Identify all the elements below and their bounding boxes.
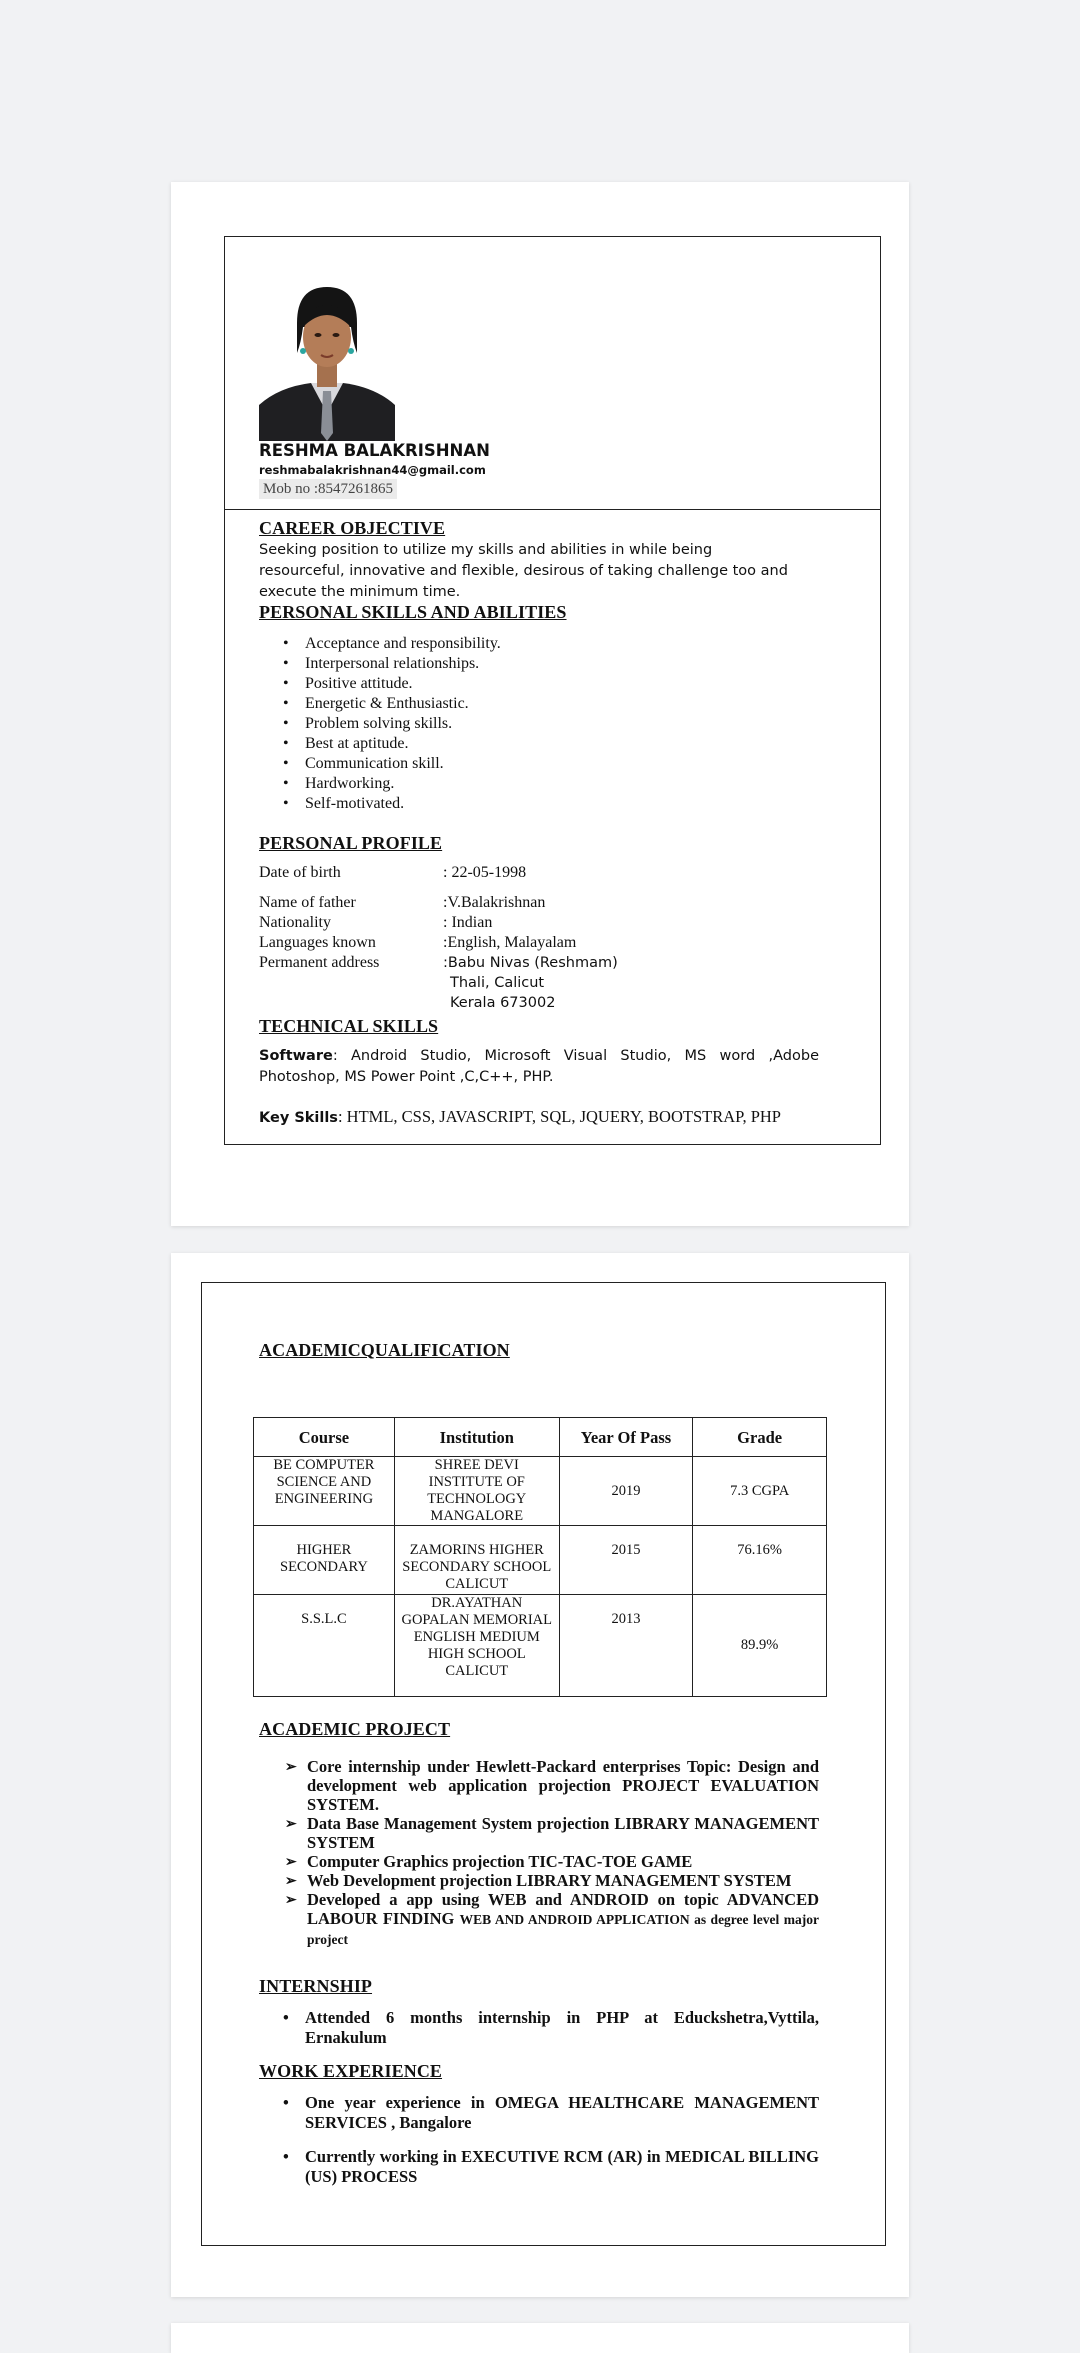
resume-page-3 (171, 2323, 909, 2353)
list-item: • Energetic & Enthusiastic. (305, 694, 501, 714)
work-experience-heading: WORK EXPERIENCE (259, 2061, 443, 2081)
dob-label: Date of birth (259, 864, 341, 881)
father-label: Name of father (259, 894, 356, 911)
key-skills-text: : HTML, CSS, JAVASCRIPT, SQL, JQUERY, BOOTSTRAP, PHP (337, 1107, 781, 1126)
work-list (305, 2093, 819, 2187)
languages-label: Languages known (259, 934, 376, 951)
year-cell: 2015 (559, 1526, 693, 1595)
course-cell: HIGHER SECONDARY (254, 1526, 395, 1595)
column-header: Institution (394, 1418, 559, 1457)
course-cell: S.S.L.C (254, 1595, 395, 1697)
internship-list (305, 2008, 819, 2048)
languages-value: :English, Malayalam (443, 934, 577, 951)
list-item: • Attended 6 months internship in PHP at Educkshetra,Vyttila, Ernakulum (305, 2008, 819, 2048)
technical-skills-heading: TECHNICAL SKILLS (259, 1016, 439, 1036)
list-item: ➢ Core internship under Hewlett-Packard enterprises Topic: Design and development web application projection PROJECT EVALUATION SYSTEM. (307, 1757, 819, 1814)
dob-value: : 22-05-1998 (443, 864, 527, 881)
list-item: • Hardworking. (305, 774, 501, 794)
address-line-2: Thali, Calicut (450, 975, 545, 991)
career-objective-text: Seeking position to utilize my skills and abilities in while being resourceful, innovative and flexible, desirous of taking challenge too and execute the minimum time. (259, 542, 788, 600)
project-list (307, 1757, 819, 1949)
address-label: Permanent address (259, 954, 380, 971)
nationality-value: : Indian (443, 914, 493, 931)
personal-profile (259, 863, 779, 1013)
list-item: • Acceptance and responsibility. (305, 634, 501, 654)
profile-photo (259, 283, 395, 441)
institution-cell: ZAMORINS HIGHER SECONDARY SCHOOL CALICUT (394, 1526, 559, 1595)
list-item: • Best at aptitude. (305, 734, 501, 754)
table-header-row (254, 1418, 827, 1457)
software-skills (259, 1046, 819, 1088)
year-cell: 2019 (559, 1457, 693, 1526)
software-label: Software (259, 1048, 333, 1064)
list-item: • Communication skill. (305, 754, 501, 774)
list-item: ➢ Computer Graphics projection TIC-TAC-TOE GAME (307, 1852, 819, 1871)
list-item: ➢ Web Development projection LIBRARY MANAGEMENT SYSTEM (307, 1871, 819, 1890)
column-header: Grade (693, 1418, 827, 1457)
personal-profile-heading: PERSONAL PROFILE (259, 833, 443, 853)
internship-heading: INTERNSHIP (259, 1976, 373, 1996)
grade-cell: 89.9% (693, 1595, 827, 1697)
table-row (254, 1526, 827, 1595)
grade-cell: 76.16% (693, 1526, 827, 1595)
address-line-3: Kerala 673002 (450, 995, 556, 1011)
project-text: Developed a app using WEB and ANDROID on topic ADVANCED LABOUR FINDING (307, 1890, 819, 1928)
table-row (254, 1457, 827, 1526)
institution-cell: SHREE DEVI INSTITUTE OF TECHNOLOGY MANGALORE (394, 1457, 559, 1526)
resume-page-1 (171, 182, 909, 1226)
mobile-number: Mob no :8547261865 (259, 479, 397, 499)
column-header: Year Of Pass (559, 1418, 693, 1457)
list-item: • Problem solving skills. (305, 714, 501, 734)
grade-cell: 7.3 CGPA (693, 1457, 827, 1526)
skills-heading: PERSONAL SKILLS AND ABILITIES (259, 602, 567, 622)
list-item: • Self-motivated. (305, 794, 501, 814)
list-item (307, 1890, 819, 1949)
list-item: • One year experience in OMEGA HEALTHCARE MANAGEMENT SERVICES , Bangalore (305, 2093, 819, 2133)
column-header: Course (254, 1418, 395, 1457)
software-text: : Android Studio, Microsoft Visual Studio, MS word ,Adobe Photoshop, MS Power Point ,C,C++, PHP. (259, 1048, 819, 1085)
header-divider (224, 509, 881, 510)
list-item: ➢ Data Base Management System projection LIBRARY MANAGEMENT SYSTEM (307, 1814, 819, 1852)
list-item: • Interpersonal relationships. (305, 654, 501, 674)
list-item: • Currently working in EXECUTIVE RCM (AR) in MEDICAL BILLING (US) PROCESS (305, 2147, 819, 2187)
project-text-small: WEB AND ANDROID APPLICATION as degree level major project (307, 1912, 819, 1947)
resume-page-2 (171, 1253, 909, 2297)
nationality-label: Nationality (259, 914, 331, 931)
academic-table (253, 1417, 827, 1697)
year-cell: 2013 (559, 1595, 693, 1697)
skills-list (305, 634, 501, 814)
email-text: reshmabalakrishnan44@gmail.com (259, 463, 486, 477)
candidate-name: RESHMA BALAKRISHNAN (259, 441, 490, 460)
academic-project-heading: ACADEMIC PROJECT (259, 1719, 451, 1739)
academic-qualification-heading: ACADEMICQUALIFICATION (259, 1340, 510, 1360)
father-value: :V.Balakrishnan (443, 894, 546, 911)
list-item: • Positive attitude. (305, 674, 501, 694)
career-objective-heading: CAREER OBJECTIVE (259, 518, 446, 538)
course-cell: BE COMPUTER SCIENCE AND ENGINEERING (254, 1457, 395, 1526)
address-line-1: :Babu Nivas (Reshmam) (443, 955, 618, 971)
key-skills (259, 1107, 781, 1127)
key-skills-label: Key Skills (259, 1110, 338, 1126)
table-row (254, 1595, 827, 1697)
institution-cell: DR.AYATHAN GOPALAN MEMORIAL ENGLISH MEDIUM HIGH SCHOOL CALICUT (394, 1595, 559, 1697)
